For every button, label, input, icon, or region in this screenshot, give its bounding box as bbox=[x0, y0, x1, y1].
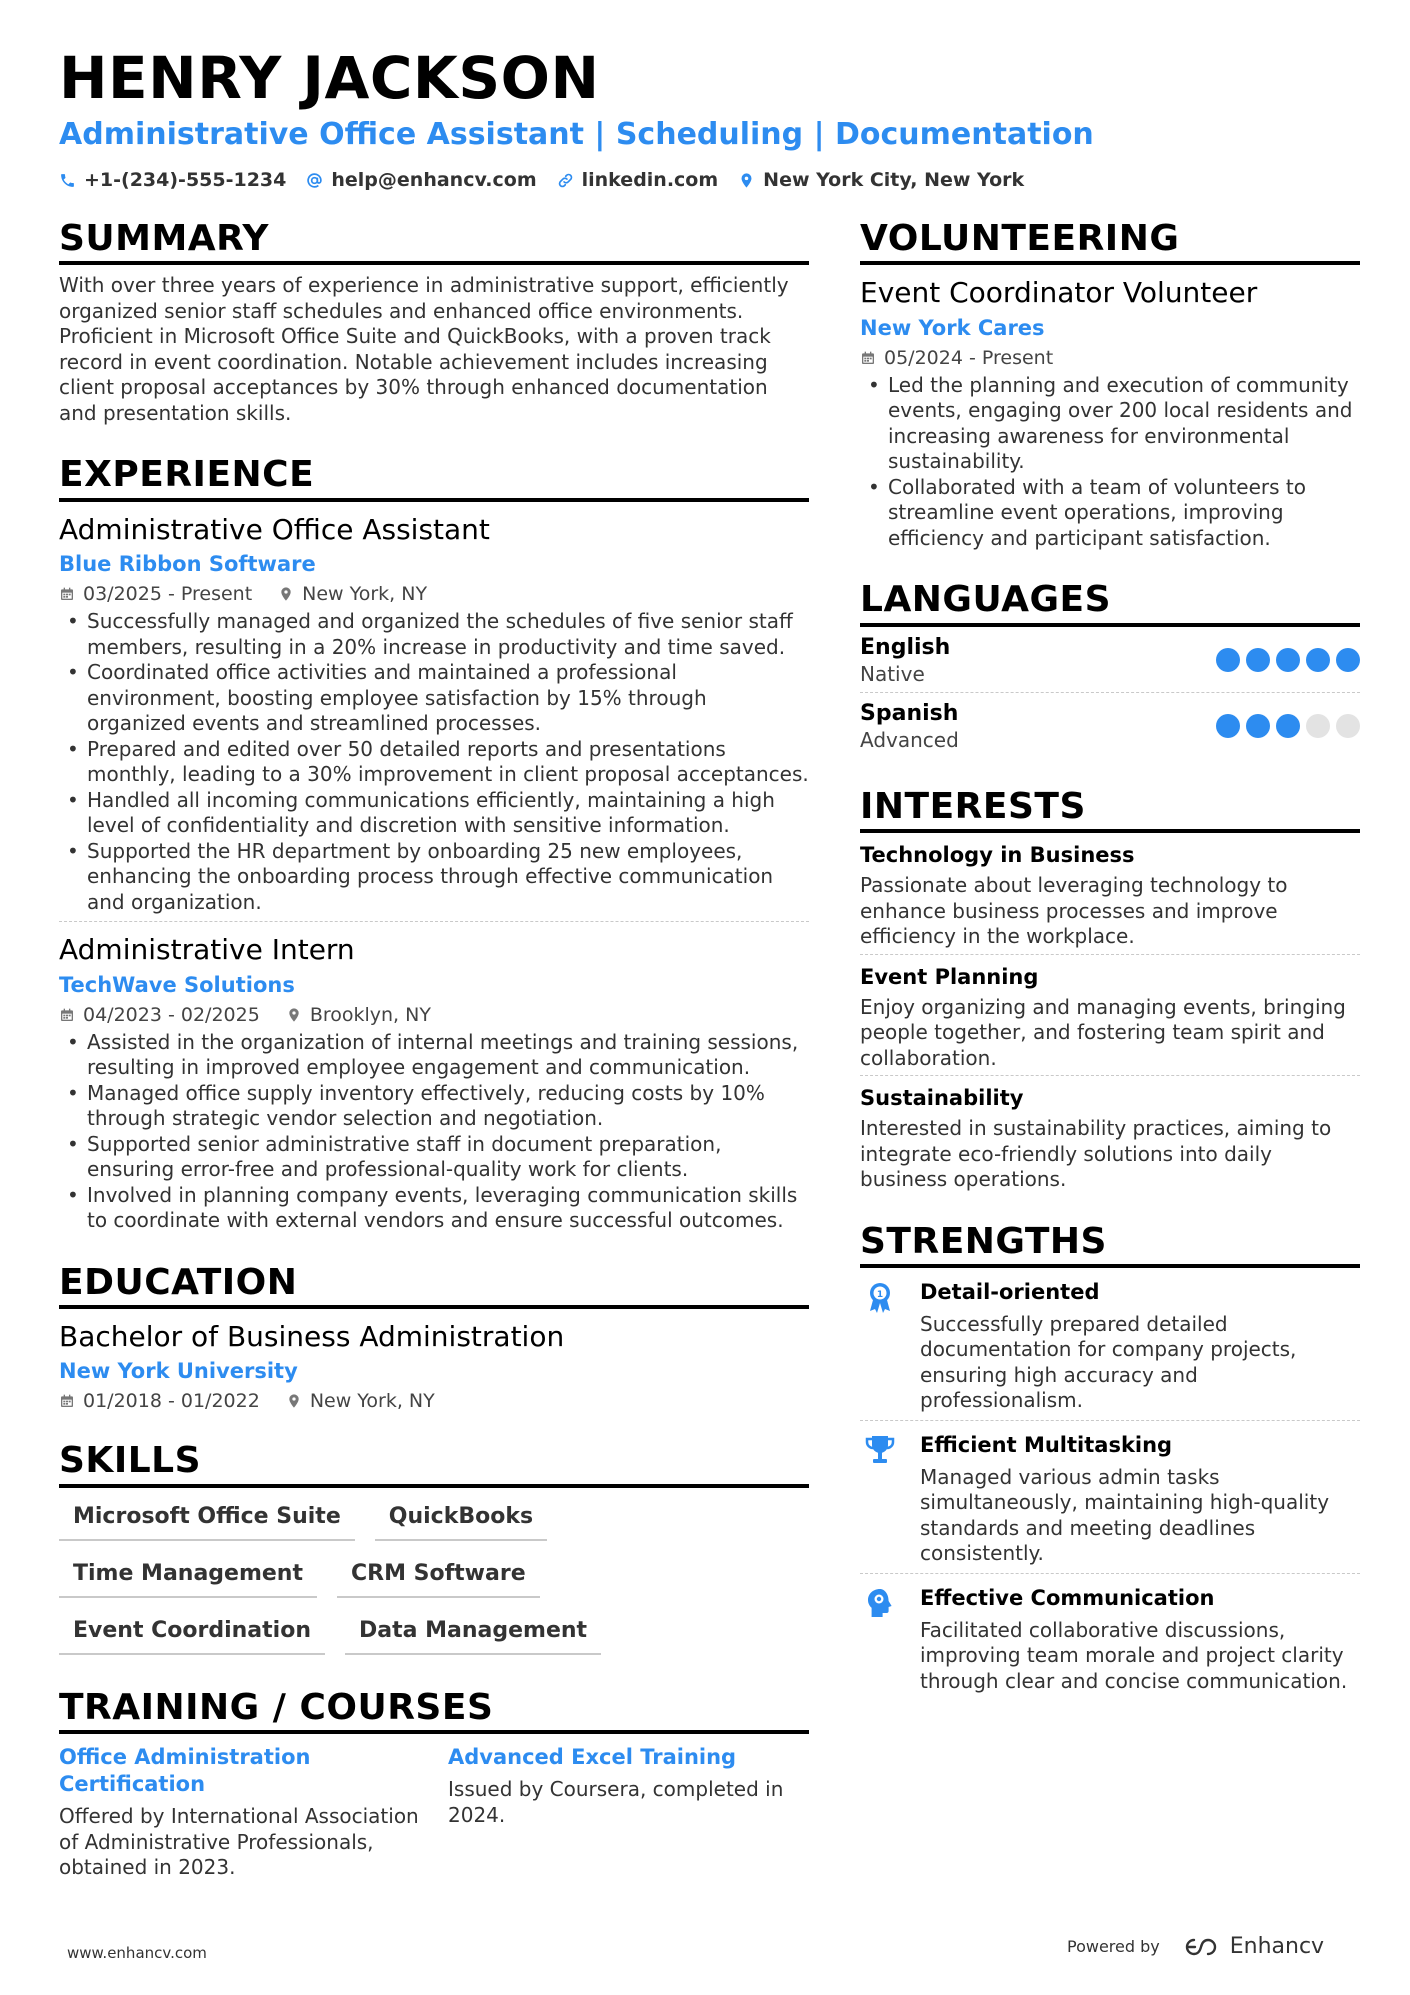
rating-dot-filled bbox=[1336, 648, 1360, 672]
education-heading: EDUCATION bbox=[59, 1262, 809, 1309]
job-meta bbox=[59, 583, 809, 605]
footer-website[interactable]: www.enhancv.com bbox=[67, 1944, 207, 1962]
job-meta bbox=[59, 1004, 809, 1026]
divider bbox=[860, 1075, 1360, 1076]
job-dates: 04/2023 - 02/2025 bbox=[83, 1003, 260, 1026]
location-text: New York City, New York bbox=[763, 169, 1025, 191]
training-list bbox=[59, 1744, 809, 1881]
training-title: Advanced Excel Training bbox=[448, 1745, 737, 1770]
list-item: • Assisted in the organization of internal meetings and training sessions, resulting in improved employee engagement and communication. bbox=[59, 1030, 809, 1081]
education-location: New York, NY bbox=[309, 1390, 435, 1413]
strengths-heading: STRENGTHS bbox=[860, 1221, 1360, 1268]
divider bbox=[860, 954, 1360, 955]
language-name: Spanish bbox=[860, 700, 959, 726]
contact-email[interactable] bbox=[306, 169, 536, 191]
summary-section bbox=[59, 218, 809, 426]
volunteering-section bbox=[860, 218, 1360, 551]
education-meta bbox=[59, 1390, 809, 1412]
job-title: Administrative Intern bbox=[59, 933, 355, 967]
job-location: Brooklyn, NY bbox=[309, 1003, 431, 1026]
list-item: • Prepared and edited over 50 detailed reports and presentations monthly, leading to a 30% improvement in client proposal acceptances. bbox=[59, 737, 809, 788]
strength-title: Efficient Multitasking bbox=[920, 1432, 1173, 1457]
link-icon bbox=[557, 172, 574, 189]
rating-dot-filled bbox=[1246, 648, 1270, 672]
map-pin-icon bbox=[278, 586, 294, 602]
award-ribbon-icon bbox=[863, 1280, 897, 1314]
skill-tag: QuickBooks bbox=[375, 1494, 547, 1541]
headline: Administrative Office Assistant | Scheduling | Documentation bbox=[59, 117, 1094, 152]
strength-item bbox=[860, 1574, 1360, 1701]
interest-desc: Interested in sustainability practices, aiming to integrate eco-friendly solutions into daily business operations. bbox=[860, 1116, 1332, 1192]
languages-heading: LANGUAGES bbox=[860, 579, 1360, 626]
interest-desc: Passionate about leveraging technology to enhance business processes and improve efficiency in the workplace. bbox=[860, 873, 1288, 949]
training-desc: Offered by International Association of Administrative Professionals, obtained in 2023. bbox=[59, 1804, 419, 1880]
summary-text: With over three years of experience in administrative support, efficiently organized senior staff schedules and enhanced office environments. Proficient in Microsoft Office Suite and QuickBooks, with a proven track record in event coordination. Notable achievement includes increasing client proposal acceptances by 30% through enhanced documentation and presentation skills. bbox=[59, 273, 789, 425]
list-item: • Collaborated with a team of volunteers to streamline event operations, improving efficiency and participant satisfaction. bbox=[860, 475, 1360, 552]
language-rating bbox=[1216, 714, 1360, 738]
strength-item bbox=[860, 1421, 1360, 1573]
volunteer-dates: 05/2024 - Present bbox=[884, 346, 1054, 369]
job-title: Administrative Office Assistant bbox=[59, 512, 490, 546]
calendar-icon bbox=[59, 1393, 75, 1409]
strength-title: Effective Communication bbox=[920, 1585, 1215, 1610]
list-item: • Supported the HR department by onboarding 25 new employees, enhancing the onboarding process through effective communication and organization. bbox=[59, 839, 809, 916]
volunteer-org: New York Cares bbox=[860, 315, 1045, 340]
company-name: TechWave Solutions bbox=[59, 972, 295, 997]
list-item: • Supported senior administrative staff in document preparation, ensuring error-free and professional-quality work for clients. bbox=[59, 1132, 809, 1183]
training-title: Office Administration Certification bbox=[59, 1745, 311, 1797]
left-column bbox=[59, 218, 809, 1909]
skills-heading: SKILLS bbox=[59, 1440, 809, 1487]
experience-heading: EXPERIENCE bbox=[59, 454, 809, 501]
phone-icon bbox=[59, 172, 76, 189]
email-text: help@enhancv.com bbox=[331, 169, 537, 191]
list-item: • Led the planning and execution of community events, engaging over 200 local residents and increasing awareness for environmental sustainability. bbox=[860, 373, 1360, 475]
calendar-icon bbox=[59, 586, 75, 602]
volunteer-role: Event Coordinator Volunteer bbox=[860, 276, 1258, 310]
interest-title: Technology in Business bbox=[860, 843, 1135, 868]
education-dates: 01/2018 - 01/2022 bbox=[83, 1390, 260, 1413]
skill-tag: Event Coordination bbox=[59, 1608, 325, 1655]
degree-title: Bachelor of Business Administration bbox=[59, 1319, 565, 1353]
job-bullets bbox=[59, 1030, 809, 1234]
candidate-name: HENRY JACKSON bbox=[59, 44, 600, 112]
brand-name: Enhancv bbox=[1229, 1934, 1325, 1959]
job-dates: 03/2025 - Present bbox=[83, 583, 253, 606]
enhancv-logo-icon bbox=[1180, 1936, 1222, 1958]
language-level: Advanced bbox=[860, 727, 959, 752]
language-name: English bbox=[860, 634, 951, 660]
skill-tag: Time Management bbox=[59, 1551, 317, 1598]
education-section bbox=[59, 1262, 809, 1413]
training-item bbox=[448, 1744, 809, 1881]
experience-section bbox=[59, 454, 809, 1233]
strength-desc: Managed various admin tasks simultaneously, maintaining high-quality standards and meeting deadlines consistently. bbox=[920, 1464, 1330, 1566]
strengths-section bbox=[860, 1221, 1360, 1701]
volunteer-meta bbox=[860, 347, 1360, 369]
list-item: • Handled all incoming communications efficiently, maintaining a high level of confidentiality and discretion with sensitive information. bbox=[59, 788, 809, 839]
language-row bbox=[860, 627, 1360, 692]
job-bullets bbox=[59, 609, 809, 915]
training-desc: Issued by Coursera, completed in 2024. bbox=[448, 1777, 784, 1827]
rating-dot-filled bbox=[1276, 714, 1300, 738]
skill-tag: Microsoft Office Suite bbox=[59, 1494, 355, 1541]
rating-dot-filled bbox=[1276, 648, 1300, 672]
rating-dot-filled bbox=[1216, 648, 1240, 672]
list-item: • Involved in planning company events, leveraging communication skills to coordinate with external vendors and ensure successful outcomes. bbox=[59, 1183, 809, 1234]
powered-by-label: Powered by bbox=[1067, 1937, 1160, 1956]
head-idea-icon bbox=[863, 1586, 897, 1620]
languages-section bbox=[860, 579, 1360, 757]
strength-title: Detail-oriented bbox=[920, 1279, 1100, 1304]
map-pin-icon bbox=[738, 172, 755, 189]
rating-dot-empty bbox=[1306, 714, 1330, 738]
phone-text: +1-(234)-555-1234 bbox=[84, 169, 287, 191]
contact-bar bbox=[59, 169, 1024, 191]
strength-desc: Facilitated collaborative discussions, improving team morale and project clarity through clear and concise communication. bbox=[920, 1617, 1348, 1693]
volunteering-heading: VOLUNTEERING bbox=[860, 218, 1360, 265]
at-icon bbox=[306, 172, 323, 189]
rating-dot-filled bbox=[1216, 714, 1240, 738]
contact-phone[interactable] bbox=[59, 169, 286, 191]
volunteer-bullets bbox=[860, 373, 1360, 552]
summary-heading: SUMMARY bbox=[59, 218, 809, 265]
linkedin-text: linkedin.com bbox=[581, 169, 719, 191]
rating-dot-filled bbox=[1306, 648, 1330, 672]
right-column bbox=[860, 218, 1360, 1728]
interest-desc: Enjoy organizing and managing events, bringing people together, and fostering team spirit and collaboration. bbox=[860, 994, 1346, 1070]
map-pin-icon bbox=[286, 1007, 302, 1023]
language-level: Native bbox=[860, 661, 925, 686]
job-entry bbox=[59, 932, 809, 1233]
interests-section bbox=[860, 786, 1360, 1193]
job-entry bbox=[59, 512, 809, 915]
skills-section bbox=[59, 1440, 809, 1664]
training-item bbox=[59, 1744, 420, 1881]
interests-heading: INTERESTS bbox=[860, 786, 1360, 833]
school-name: New York University bbox=[59, 1359, 298, 1384]
skill-tag: CRM Software bbox=[337, 1551, 540, 1598]
strength-desc: Successfully prepared detailed documentation for company projects, ensuring high accuracy and professionalism. bbox=[920, 1311, 1297, 1413]
list-item: • Managed office supply inventory effectively, reducing costs by 10% through strategic vendor selection and negotiation. bbox=[59, 1081, 809, 1132]
training-section bbox=[59, 1687, 809, 1881]
divider bbox=[59, 921, 809, 922]
job-location: New York, NY bbox=[302, 583, 428, 606]
interest-title: Sustainability bbox=[860, 1086, 1024, 1111]
strength-item bbox=[860, 1268, 1360, 1420]
interest-title: Event Planning bbox=[860, 964, 1039, 989]
company-name: Blue Ribbon Software bbox=[59, 552, 316, 577]
brand-logo[interactable] bbox=[1180, 1934, 1324, 1959]
contact-linkedin[interactable] bbox=[557, 169, 719, 191]
skills-list bbox=[59, 1494, 809, 1665]
list-item: • Coordinated office activities and maintained a professional environment, boosting employee satisfaction by 15% through organized events and streamlined processes. bbox=[59, 660, 809, 737]
language-rating bbox=[1216, 648, 1360, 672]
rating-dot-empty bbox=[1336, 714, 1360, 738]
trophy-icon bbox=[863, 1433, 897, 1467]
svg-text:1: 1 bbox=[876, 1289, 884, 1300]
footer-branding bbox=[1067, 1934, 1324, 1959]
language-row bbox=[860, 693, 1360, 758]
contact-location bbox=[738, 169, 1024, 191]
calendar-icon bbox=[59, 1007, 75, 1023]
rating-dot-filled bbox=[1246, 714, 1270, 738]
list-item: • Successfully managed and organized the schedules of five senior staff members, resulting in a 20% increase in productivity and time saved. bbox=[59, 609, 809, 660]
skill-tag: Data Management bbox=[345, 1608, 601, 1655]
calendar-icon bbox=[860, 350, 876, 366]
map-pin-icon bbox=[286, 1393, 302, 1409]
training-heading: TRAINING / COURSES bbox=[59, 1687, 809, 1734]
